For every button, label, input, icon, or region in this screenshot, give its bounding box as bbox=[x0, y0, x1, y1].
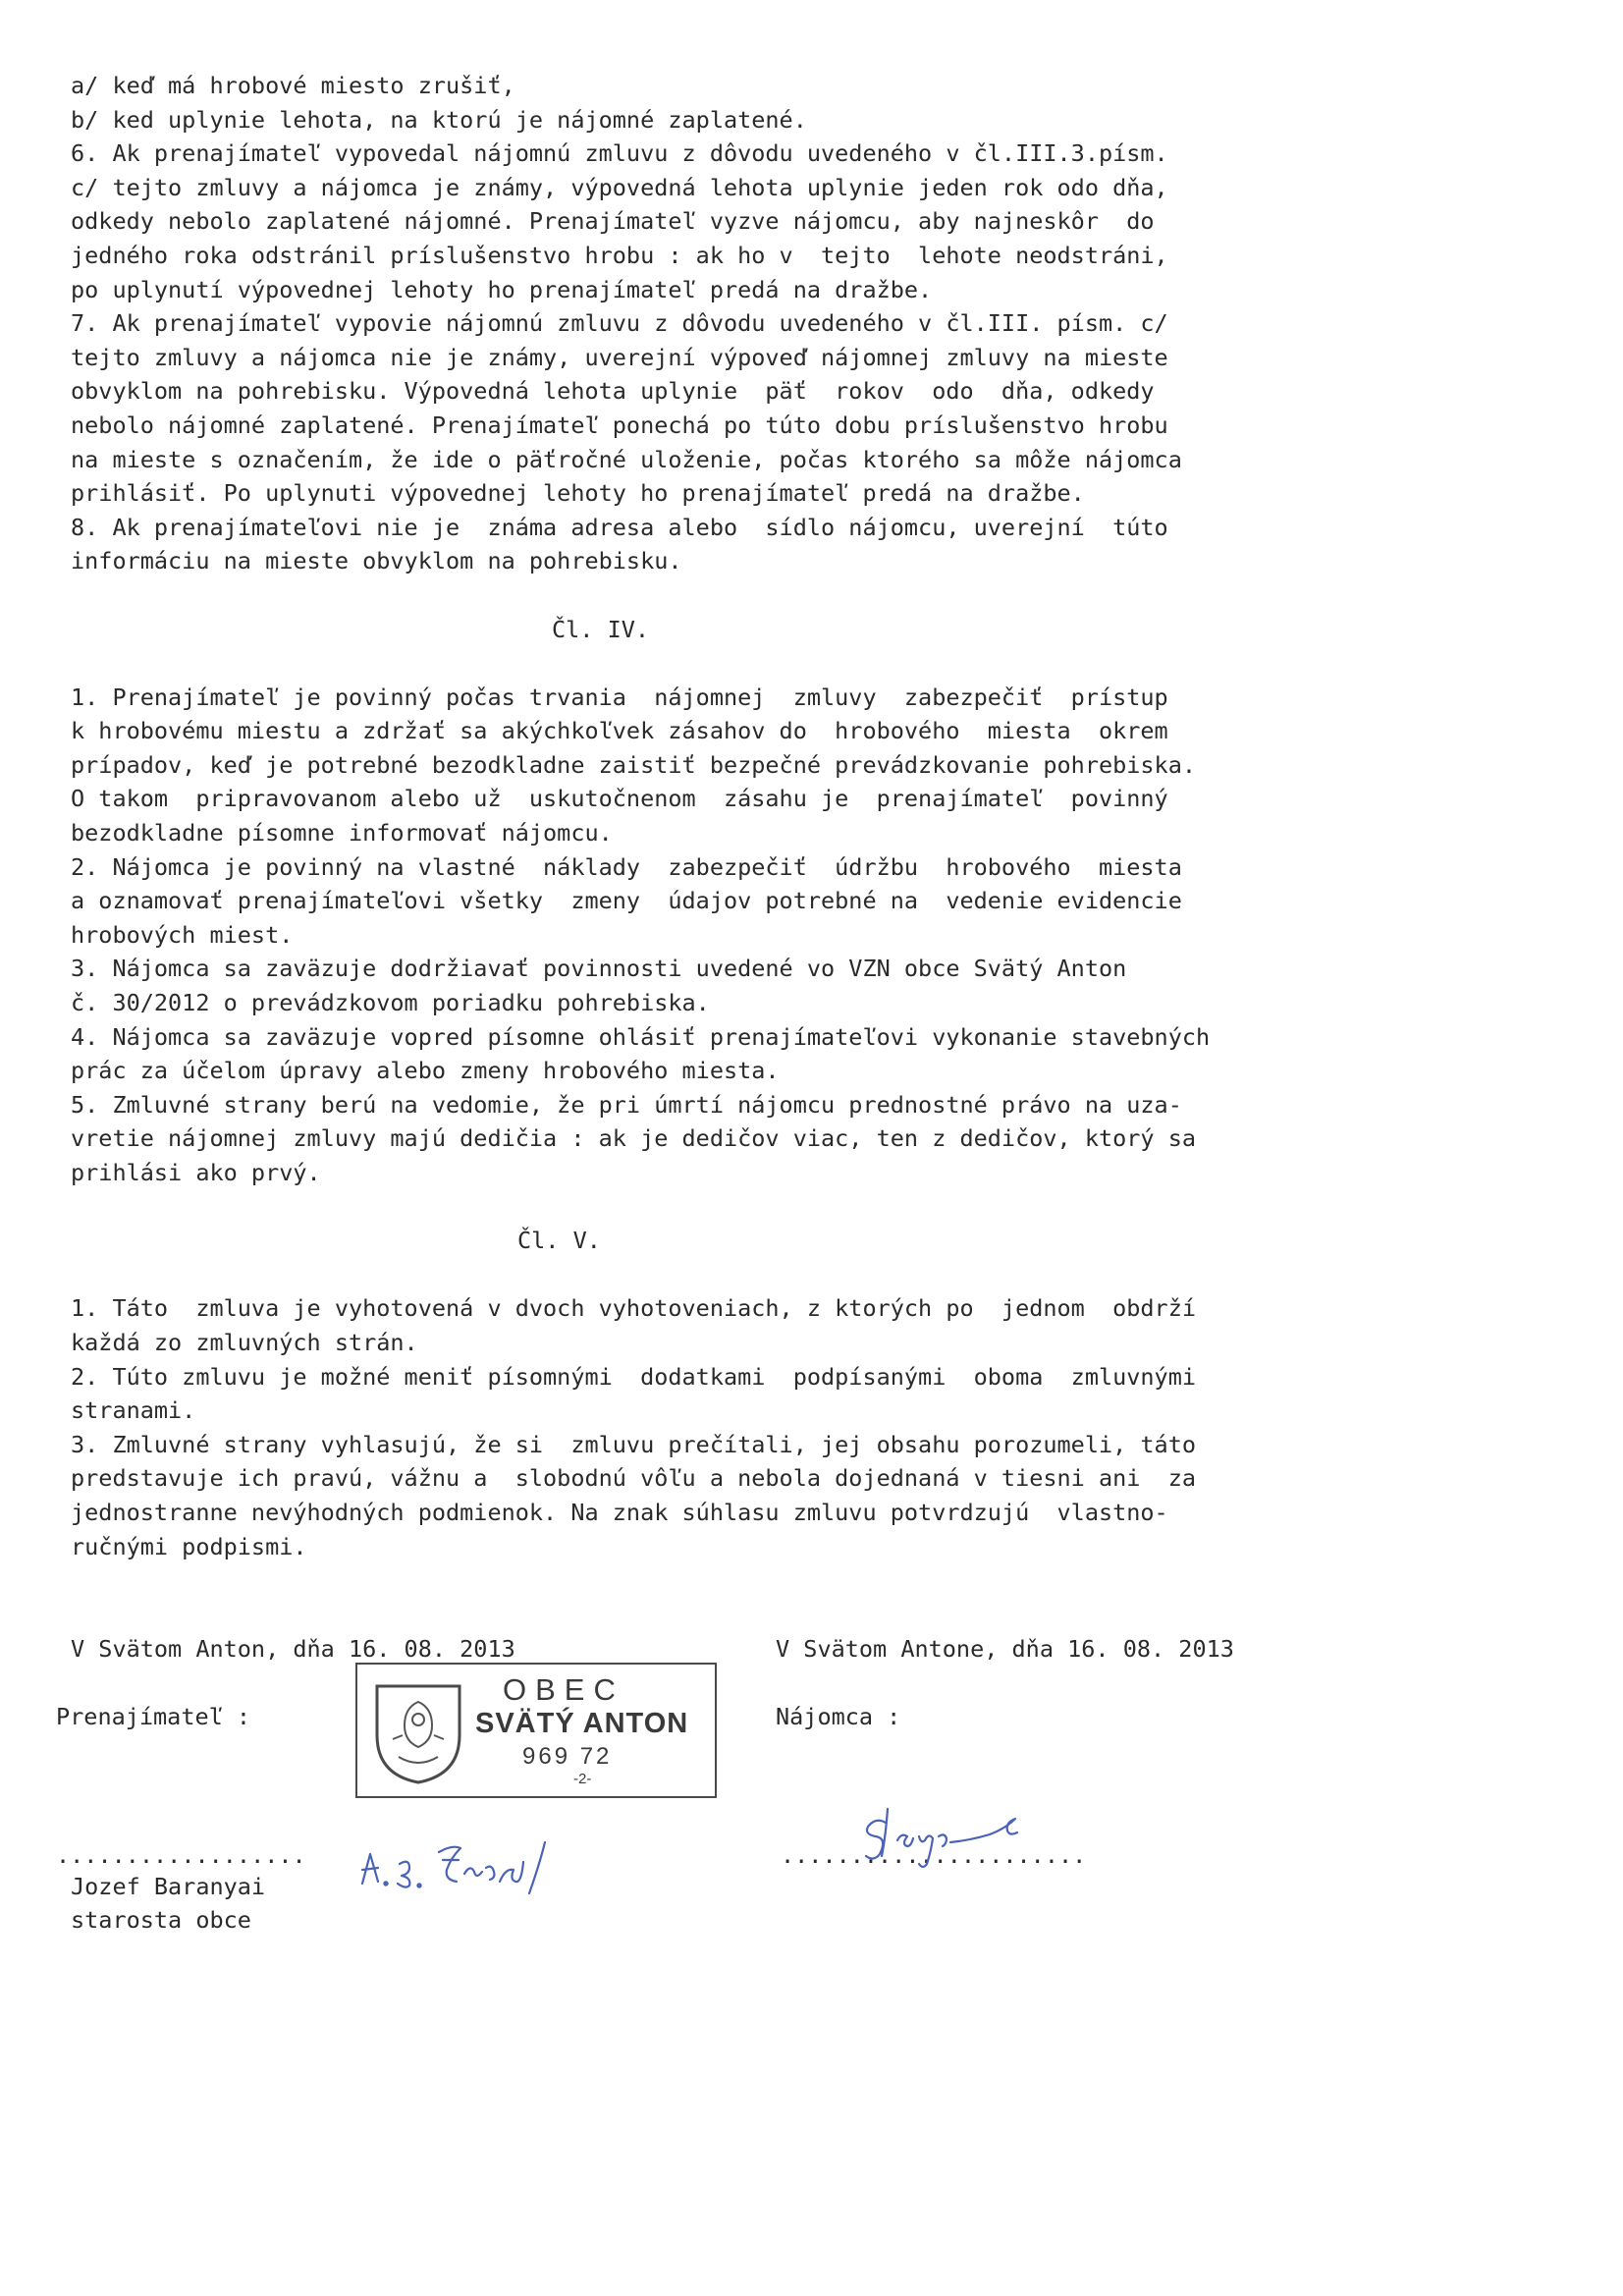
lessor-handwritten-signature bbox=[349, 1825, 623, 1903]
section4-line: 5. Zmluvné strany berú na vedomie, že pri úmrtí nájomcu prednostné právo na uza- bbox=[71, 1090, 1182, 1119]
section5-line: 2. Túto zmluvu je možné meniť písomnými dodatkami podpísanými oboma zmluvnými bbox=[71, 1362, 1197, 1391]
section4-line: vretie nájomnej zmluvy majú dedičia : ak je dedičov viac, ten z dedičov, ktorý sa bbox=[71, 1124, 1197, 1153]
section5-line: predstavuje ich pravú, vážnu a slobodnú vôľu a nebola dojednaná v tiesni ani za bbox=[71, 1464, 1197, 1493]
body-line: po uplynutí výpovednej lehoty ho prenajímateľ predá na dražbe. bbox=[71, 275, 933, 303]
section4-line: č. 30/2012 o prevádzkovom poriadku pohrebiska. bbox=[71, 989, 710, 1017]
section4-line: 1. Prenajímateľ je povinný počas trvania nájomnej zmluvy zabezpečiť prístup bbox=[71, 683, 1168, 711]
section4-heading: Čl. IV. bbox=[552, 615, 650, 643]
stamp-postal-code: 969 72 bbox=[522, 1743, 613, 1770]
signatory-title: starosta obce bbox=[71, 1906, 251, 1934]
left-place-date: V Svätom Anton, dňa 16. 08. 2013 bbox=[71, 1635, 515, 1663]
section4-line: prihlási ako prvý. bbox=[71, 1159, 321, 1186]
stamp-line-2: SVÄTÝ ANTON bbox=[475, 1708, 689, 1739]
section4-line: hrobových miest. bbox=[71, 920, 294, 949]
body-line: nebolo nájomné zaplatené. Prenajímateľ ponechá po túto dobu príslušenstvo hrobu bbox=[71, 410, 1168, 439]
body-line: a/ keď má hrobové miesto zrušiť, bbox=[71, 72, 515, 99]
body-line: na mieste s označením, že ide o päťročné uloženie, počas ktorého sa môže nájomca bbox=[71, 445, 1182, 473]
body-line: b/ ked uplynie lehota, na ktorú je nájomné zaplatené. bbox=[71, 105, 807, 134]
section3-continuation bbox=[71, 69, 1465, 578]
right-place-date: V Svätom Antone, dňa 16. 08. 2013 bbox=[776, 1635, 1234, 1663]
lessor-label: Prenajímateľ : bbox=[56, 1703, 251, 1730]
section5-line: každá zo zmluvných strán. bbox=[71, 1328, 418, 1356]
left-signature-line: .................. bbox=[56, 1841, 306, 1869]
section5-line: stranami. bbox=[71, 1396, 196, 1425]
body-line: 8. Ak prenajímateľovi nie je známa adresa alebo sídlo nájomcu, uverejní túto bbox=[71, 513, 1168, 541]
body-line: informáciu na mieste obvyklom na pohrebisku. bbox=[71, 547, 682, 575]
lessee-handwritten-signature bbox=[854, 1797, 1051, 1876]
section5-line: 1. Táto zmluva je vyhotovená v dvoch vyhotoveniach, z ktorých po jednom obdrží bbox=[71, 1294, 1197, 1323]
section4-line: O takom pripravovanom alebo už uskutočnenom zásahu je prenajímateľ povinný bbox=[71, 785, 1168, 813]
body-line: odkedy nebolo zaplatené nájomné. Prenajímateľ vyzve nájomcu, aby najneskôr do bbox=[71, 207, 1155, 236]
body-line: 7. Ak prenajímateľ vypovie nájomnú zmluvu z dôvodu uvedeného v čl.III. písm. c/ bbox=[71, 309, 1168, 338]
body-line: c/ tejto zmluvy a nájomca je známy, výpovedná lehota uplynie jeden rok odo dňa, bbox=[71, 173, 1168, 201]
section4-line: 3. Nájomca sa zaväzuje dodržiavať povinnosti uvedené vo VZN obce Svätý Anton bbox=[71, 955, 1127, 983]
stamp-line-1: OBEC bbox=[503, 1672, 624, 1707]
body-line: obvyklom na pohrebisku. Výpovedná lehota uplynie päť rokov odo dňa, odkedy bbox=[71, 377, 1155, 406]
body-line: 6. Ak prenajímateľ vypovedal nájomnú zmluvu z dôvodu uvedeného v čl.III.3.písm. bbox=[71, 139, 1168, 168]
section4-line: a oznamovať prenajímateľovi všetky zmeny údajov potrebné na vedenie evidencie bbox=[71, 887, 1182, 915]
body-line: prihlásiť. Po uplynuti výpovednej lehoty ho prenajímateľ predá na dražbe. bbox=[71, 479, 1085, 508]
municipal-stamp bbox=[355, 1663, 717, 1798]
section4-line: 4. Nájomca sa zaväzuje vopred písomne ohlásiť prenajímateľovi vykonanie stavebných bbox=[71, 1022, 1211, 1051]
coat-of-arms-icon bbox=[369, 1680, 467, 1786]
right-signature-line: ...................... bbox=[781, 1841, 1087, 1869]
section5-line: ručnými podpismi. bbox=[71, 1532, 307, 1560]
section5-line: 3. Zmluvné strany vyhlasujú, že si zmluvu prečítali, jej obsahu porozumeli, táto bbox=[71, 1430, 1197, 1458]
section4-line: k hrobovému miestu a zdržať sa akýchkoľvek zásahov do hrobového miesta okrem bbox=[71, 717, 1168, 745]
document-body bbox=[71, 69, 1465, 1563]
section5-paragraphs bbox=[71, 1291, 1465, 1563]
section4-paragraphs bbox=[71, 681, 1465, 1190]
section4-line: prác za účelom úpravy alebo zmeny hrobového miesta. bbox=[71, 1057, 780, 1085]
lessee-label: Nájomca : bbox=[776, 1703, 901, 1730]
body-line: tejto zmluvy a nájomca nie je známy, uverejní výpoveď nájomnej zmluvy na mieste bbox=[71, 343, 1168, 371]
section5-heading: Čl. V. bbox=[517, 1227, 601, 1255]
section4-line: 2. Nájomca je povinný na vlastné náklady zabezpečiť údržbu hrobového miesta bbox=[71, 852, 1182, 881]
section4-line: bezodkladne písomne informovať nájomcu. bbox=[71, 819, 613, 847]
section5-line: jednostranne nevýhodných podmienok. Na znak súhlasu zmluvu potvrdzujú vlastno- bbox=[71, 1498, 1168, 1526]
section4-line: prípadov, keď je potrebné bezodkladne zaistiť bezpečné prevádzkovanie pohrebiska. bbox=[71, 750, 1197, 779]
stamp-number: -2- bbox=[573, 1771, 592, 1787]
signatory-name: Jozef Baranyai bbox=[71, 1873, 266, 1900]
body-line: jedného roka odstránil príslušenstvo hrobu : ak ho v tejto lehote neodstráni, bbox=[71, 241, 1168, 269]
